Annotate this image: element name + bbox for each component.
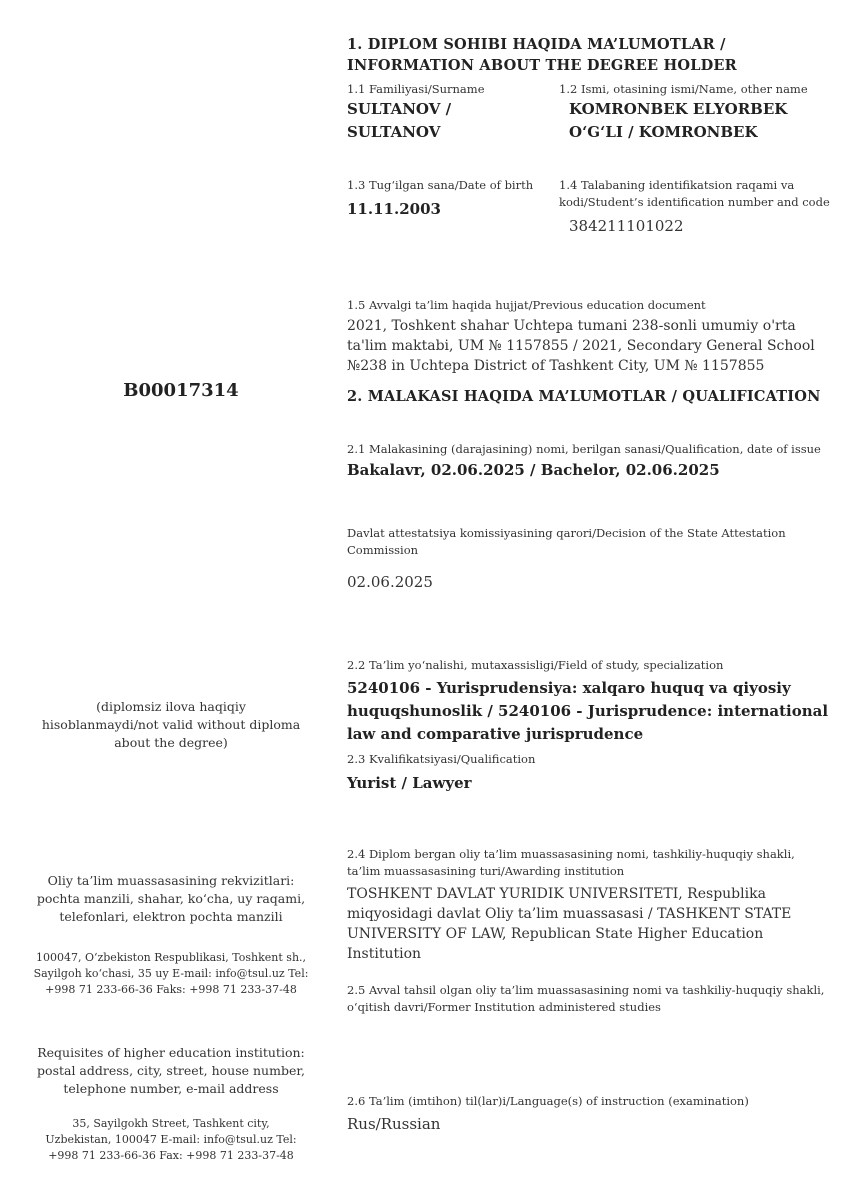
qualification-label: 2.3 Kvalifikatsiyasi/Qualification bbox=[347, 752, 536, 766]
student-id-label: 1.4 Talabaning identifikatsion raqami va kodi/Student’s identification number and code bbox=[559, 178, 830, 209]
qualification-value: Yurist / Lawyer bbox=[347, 774, 472, 792]
language-value: Rus/Russian bbox=[347, 1115, 441, 1133]
address-en: 35, Sayilgokh Street, Tashkent city, Uzbekistan, 100047 E-mail: info@tsul.uz Tel: +998 71 233-66-36 Fax: +998 71 233-37-48 bbox=[45, 1117, 297, 1162]
prev-doc-value: 2021, Toshkent shahar Uchtepa tumani 238-sonli umumiy o'rta ta'lim maktabi, UM № 1157855 / 2021, Secondary General School №238 in Uchtepa District of Tashkent City, UM № 1157855 bbox=[347, 318, 815, 374]
name-label: 1.2 Ismi, otasining ismi/Name, other name bbox=[559, 82, 808, 96]
surname-value: SULTANOV / SULTANOV bbox=[347, 100, 452, 141]
section2-heading: 2. MALAKASI HAQIDA MA’LUMOTLAR / QUALIFICATION bbox=[347, 388, 821, 405]
dob-label: 1.3 Tug‘ilgan sana/Date of birth bbox=[347, 178, 534, 192]
awarding-institution-value: TOSHKENT DAVLAT YURIDIK UNIVERSITETI, Respublika miqyosidagi davlat Oliy ta’lim muassasasi / TASHKENT STATE UNIVERSITY OF LAW, Republican State Higher Education Institution bbox=[347, 886, 792, 962]
field-of-study-label: 2.2 Ta’lim yo‘nalishi, mutaxassisligi/Field of study, specialization bbox=[347, 658, 724, 672]
awarding-institution-label: 2.4 Diplom bergan oliy ta’lim muassasasining nomi, tashkiliy-huquqiy shakli, ta’lim muassasasining turi/Awarding institution bbox=[347, 847, 795, 878]
decision-label: Davlat attestatsiya komissiyasining qarori/Decision of the State Attestation Commission bbox=[347, 526, 786, 557]
qualification-name-label: 2.1 Malakasining (darajasining) nomi, berilgan sanasi/Qualification, date of issue bbox=[347, 442, 821, 456]
surname-label: 1.1 Familiyasi/Surname bbox=[347, 82, 485, 96]
dob-value: 11.11.2003 bbox=[347, 200, 441, 218]
qualification-name-value: Bakalavr, 02.06.2025 / Bachelor, 02.06.2025 bbox=[347, 461, 720, 479]
former-institution-label: 2.5 Avval tahsil olgan oliy ta’lim muassasasining nomi va tashkiliy-huquqiy shakli, o‘qitish davri/Former Institution administered studies bbox=[347, 983, 825, 1014]
requisites-en-heading: Requisites of higher education institution: postal address, city, street, house number, telephone number, e-mail address bbox=[37, 1045, 305, 1096]
validity-note: (diplomsiz ilova haqiqiy hisoblanmaydi/not valid without diploma about the degree) bbox=[41, 699, 301, 750]
name-value: KOMRONBEK ELYORBEK O‘G‘LI / KOMRONBEK bbox=[569, 100, 788, 141]
address-uz: 100047, O‘zbekiston Respublikasi, Toshkent sh., Sayilgoh ko‘chasi, 35 uy E-mail: info@tsul.uz Tel: +998 71 233-66-36 Faks: +998 71 233-37-48 bbox=[33, 951, 309, 996]
decision-date: 02.06.2025 bbox=[347, 573, 433, 591]
prev-doc-label: 1.5 Avvalgi ta’lim haqida hujjat/Previous education document bbox=[347, 298, 706, 312]
field-of-study-value: 5240106 - Yurisprudensiya: xalqaro huquq va qiyosiy huquqshunoslik / 5240106 - Jurisprudence: international law and comparative jurisprudence bbox=[347, 679, 829, 743]
section1-heading: 1. DIPLOM SOHIBI HAQIDA MA’LUMOTLAR / INFORMATION ABOUT THE DEGREE HOLDER bbox=[347, 36, 737, 74]
diploma-serial-number: B00017314 bbox=[123, 380, 239, 401]
language-label: 2.6 Ta’lim (imtihon) til(lar)i/Language(s) of instruction (examination) bbox=[347, 1094, 749, 1108]
requisites-uz-heading: Oliy ta’lim muassasasining rekvizitlari: pochta manzili, shahar, ko‘cha, uy raqami, telefonlari, elektron pochta manzili bbox=[36, 873, 306, 924]
student-id-value: 384211101022 bbox=[569, 217, 684, 235]
